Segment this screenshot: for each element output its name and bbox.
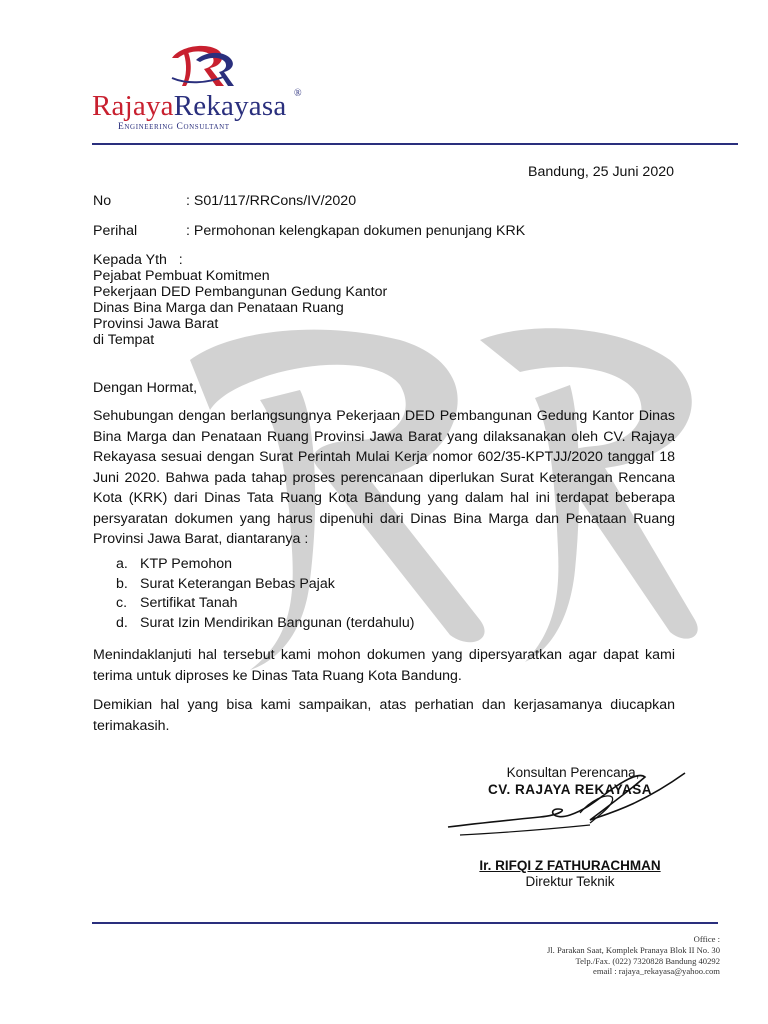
list-item	[116, 595, 414, 615]
office-email: email : rajaya_rekayasa@yahoo.com	[593, 966, 720, 977]
subject-label: Perihal	[93, 223, 138, 239]
recipient-line: di Tempat	[93, 332, 155, 348]
subject-value: : Permohonan kelengkapan dokumen penunjang KRK	[186, 223, 526, 239]
requirements-list	[116, 556, 414, 634]
list-item	[116, 556, 414, 576]
list-item-text: Sertifikat Tanah	[140, 595, 238, 611]
recipient-line: Kepada Yth :	[93, 252, 183, 268]
signatory-position: Direktur Teknik	[525, 874, 615, 889]
list-item	[116, 615, 414, 635]
recipient-line: Dinas Bina Marga dan Penataan Ruang	[93, 300, 344, 316]
recipient-line: Pejabat Pembuat Komitmen	[93, 268, 270, 284]
list-item-text: Surat Keterangan Bebas Pajak	[140, 575, 335, 592]
list-marker: c.	[116, 595, 128, 611]
signatory-name: Ir. RIFQI Z FATHURACHMAN	[479, 858, 661, 873]
recipient-block	[93, 252, 387, 348]
office-address	[547, 934, 720, 977]
recipient-line: Pekerjaan DED Pembangunan Gedung Kantor	[93, 284, 388, 300]
registered-mark: ®	[294, 88, 302, 99]
list-item	[116, 576, 414, 596]
signature-company: CV. RAJAYA REKAYASA	[487, 782, 653, 797]
list-item-text: KTP Pemohon	[140, 556, 233, 572]
body-paragraph-2: Menindaklanjuti hal tersebut kami mohon dokumen yang dipersyaratkan agar dapat kami terima untuk diproses ke Dinas Tata Ruang Kota Bandung.	[93, 647, 675, 684]
list-marker: b.	[116, 575, 128, 592]
company-name-part2: Rekayasa	[173, 90, 287, 122]
body-paragraph-3: Demikian hal yang bisa kami sampaikan, atas perhatian dan kerjasamanya diucapkan terimakasih.	[93, 697, 675, 734]
list-marker: d.	[116, 614, 128, 631]
number-label: No	[93, 193, 112, 209]
footer-divider	[92, 922, 718, 924]
company-name-part1: Rajaya	[92, 90, 174, 122]
office-phone: Telp./Fax. (022) 7320828 Bandung 40292	[575, 955, 720, 966]
recipient-line: Provinsi Jawa Barat	[93, 316, 219, 332]
number-value: : S01/117/RRCons/IV/2020	[186, 193, 357, 209]
list-marker: a.	[116, 556, 128, 572]
signature-role: Konsultan Perencana,	[506, 765, 640, 780]
header-divider	[92, 143, 738, 145]
company-tagline: Engineering Consultant	[118, 122, 230, 132]
place-date: Bandung, 25 Juni 2020	[528, 164, 674, 180]
handwritten-signature	[440, 765, 700, 865]
salutation: Dengan Hormat,	[93, 380, 198, 396]
office-street: Jl. Parakan Saat, Komplek Pranaya Blok II No. 30	[546, 944, 720, 955]
company-logo	[88, 40, 318, 135]
body-paragraph-1: Sehubungan dengan berlangsungnya Pekerjaan DED Pembangunan Gedung Kantor Dinas Bina Marga dan Penataan Ruang Provinsi Jawa Barat yang dilaksanakan oleh CV. Rajaya Rekayasa sesuai dengan Surat Perintah Mulai Kerja nomor 602/35-KPTJJ/2020 tanggal 18 Juni 2020. Bahwa pada tahap proses perencanaan diperlukan Surat Keterangan Rencana Kota (KRK) dari Dinas Tata Ruang Kota Bandung yang dalam hal ini terdapat beberapa persyaratan dokumen yang harus dipenuhi dari Dinas Bina Marga dan Penataan Ruang Provinsi Jawa Barat, diantaranya :	[93, 408, 675, 547]
rr-monogram-icon	[166, 40, 236, 90]
company-name	[92, 90, 286, 123]
office-label: Office :	[693, 934, 720, 944]
list-item-text: Surat Izin Mendirikan Bangunan (terdahulu)	[140, 614, 415, 631]
